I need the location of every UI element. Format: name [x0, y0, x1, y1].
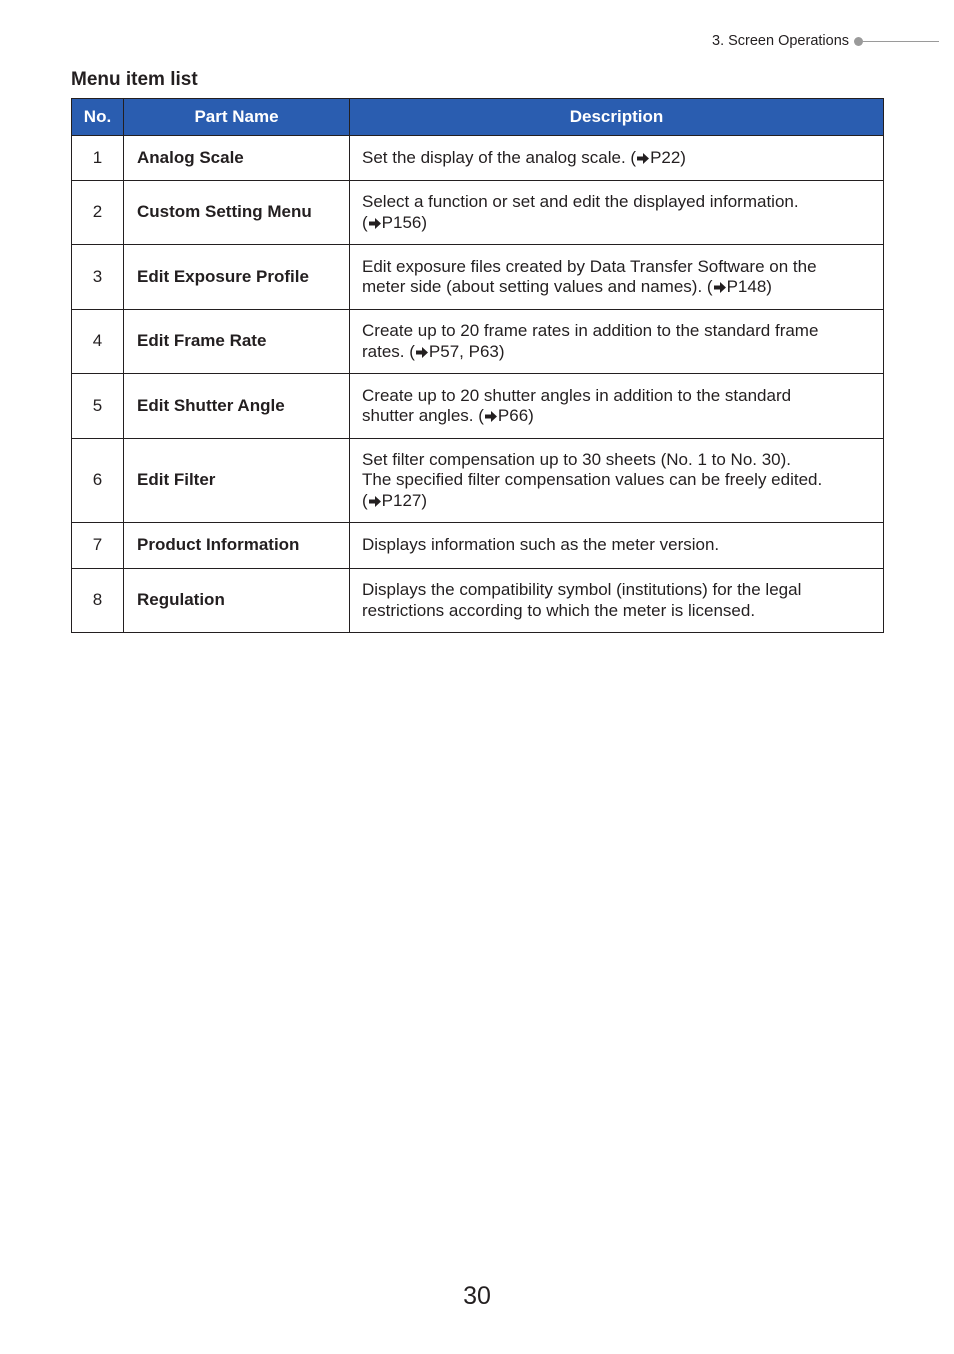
description-line [362, 470, 871, 491]
description [350, 374, 884, 439]
description [350, 439, 884, 523]
description [350, 310, 884, 374]
part-name: Edit Filter [124, 439, 350, 523]
table-row [72, 439, 884, 523]
table-row [72, 374, 884, 439]
description-text: ( [362, 212, 368, 232]
description-text: Set the display of the analog scale. ( [362, 147, 637, 167]
running-header [712, 31, 939, 51]
description-text: Create up to 20 frame rates in addition to the standard frame [362, 321, 819, 340]
arrow-right-icon [714, 282, 726, 293]
description [350, 569, 884, 633]
arrow-right-icon [485, 411, 497, 422]
chapter-title: 3. Screen Operations [712, 33, 850, 49]
row-number: 7 [72, 523, 124, 569]
table-row [72, 136, 884, 181]
description-text: ( [362, 490, 368, 510]
description-line [362, 192, 871, 213]
description-text: Displays the compatibility symbol (institutions) for the legal [362, 580, 802, 599]
description-line [362, 580, 871, 601]
table-header-row [72, 99, 884, 136]
row-number: 6 [72, 439, 124, 523]
description-text: rates. ( [362, 341, 415, 361]
page-reference: P57, P63) [428, 341, 505, 361]
part-name: Edit Frame Rate [124, 310, 350, 374]
header-rule [863, 41, 939, 42]
table-row [72, 245, 884, 310]
table-row [72, 310, 884, 374]
description-text: The specified filter compensation values can be freely edited. [362, 470, 823, 490]
description [350, 181, 884, 245]
description-line [362, 277, 871, 298]
row-number: 1 [72, 136, 124, 181]
part-name: Analog Scale [124, 136, 350, 181]
part-name: Regulation [124, 569, 350, 633]
description-text: Set filter compensation up to 30 sheets (No. 1 to No. 30). [362, 449, 792, 469]
page-reference: P22) [650, 147, 686, 167]
description-text: restrictions according to which the meter is licensed. [362, 600, 756, 620]
part-name: Edit Shutter Angle [124, 374, 350, 439]
row-number: 3 [72, 245, 124, 310]
row-number: 5 [72, 374, 124, 439]
table-row [72, 181, 884, 245]
column-header-part-name: Part Name [124, 99, 350, 136]
description [350, 136, 884, 181]
description-text: Select a function or set and edit the displayed information. [362, 192, 799, 211]
arrow-right-icon [369, 496, 381, 507]
description-line [362, 386, 871, 407]
description-text: Create up to 20 shutter angles in addition to the standard [362, 385, 792, 405]
table-body [72, 136, 884, 633]
description-line [362, 213, 871, 234]
page-reference: P148) [726, 277, 772, 296]
row-number: 2 [72, 181, 124, 245]
description [350, 523, 884, 569]
section-title: Menu item list [71, 69, 198, 90]
description-line [362, 491, 871, 512]
arrow-right-icon [637, 153, 649, 164]
description-line [362, 535, 871, 556]
description-line [362, 148, 871, 169]
table-row [72, 523, 884, 569]
description-line [362, 601, 871, 622]
arrow-right-icon [369, 218, 381, 229]
description-text: shutter angles. ( [362, 406, 484, 425]
page-reference: P66) [497, 406, 534, 425]
description-text: Displays information such as the meter version. [362, 535, 720, 555]
description-line [362, 321, 871, 342]
part-name: Product Information [124, 523, 350, 569]
part-name: Edit Exposure Profile [124, 245, 350, 310]
column-header-no: No. [72, 99, 124, 136]
page-reference: P156) [381, 212, 428, 232]
menu-item-table [71, 98, 884, 633]
table-row [72, 569, 884, 633]
description-text: Edit exposure files created by Data Transfer Software on the [362, 256, 817, 276]
page-number: 30 [463, 1282, 491, 1310]
page-reference: P127) [381, 490, 428, 510]
part-name: Custom Setting Menu [124, 181, 350, 245]
arrow-right-icon [416, 347, 428, 358]
description [350, 245, 884, 310]
description-line [362, 450, 871, 471]
row-number: 4 [72, 310, 124, 374]
description-line [362, 406, 871, 427]
description-line [362, 257, 871, 278]
header-bullet-icon [854, 37, 863, 46]
column-header-description: Description [350, 99, 884, 136]
row-number: 8 [72, 569, 124, 633]
description-line [362, 342, 871, 363]
description-text: meter side (about setting values and names). ( [362, 277, 713, 296]
